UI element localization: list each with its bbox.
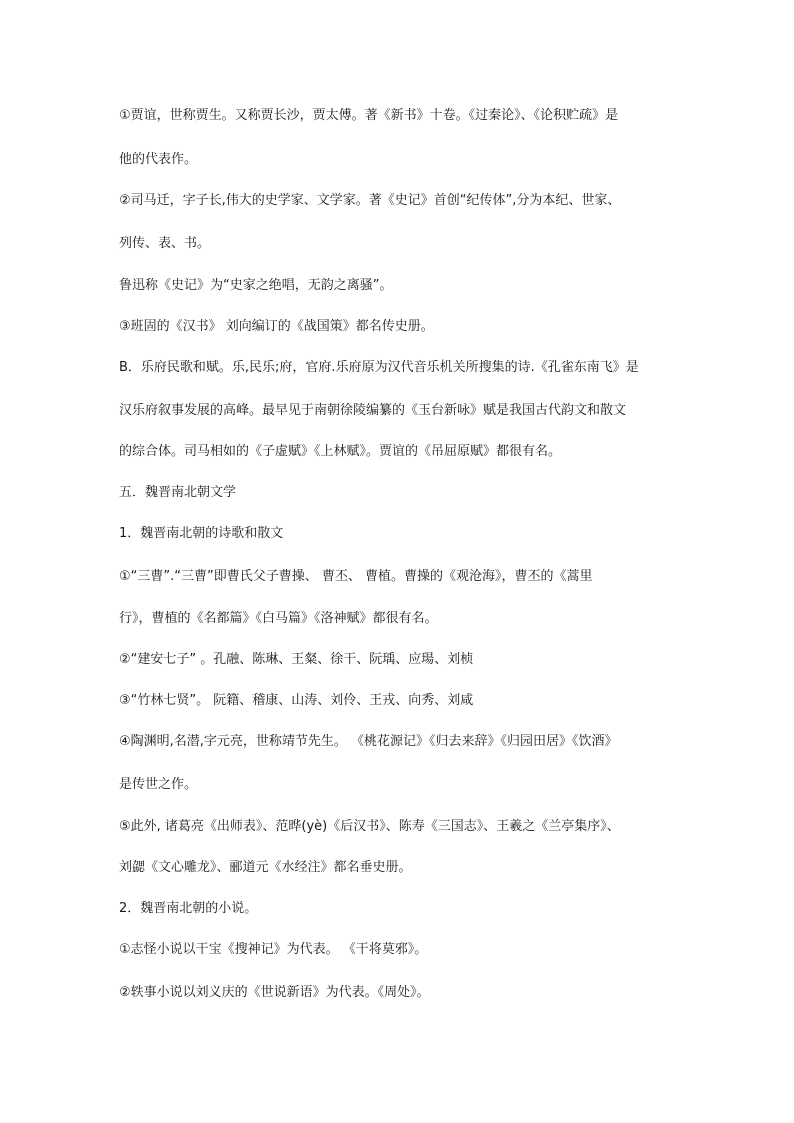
paragraph-zhu-lin: ③“竹林七贤”。 阮籍、稽康、山涛、刘伶、王戎、向秀、刘咸 — [119, 693, 474, 708]
paragraph-yi-shi: ②轶事小说以刘义庆的《世说新语》为代表。《周处》。 — [119, 985, 430, 1000]
paragraph-yuefu-line-2: 汉乐府叙事发展的高峰。最早见于南朝徐陵编纂的《玉台新咏》赋是我国古代韵文和散文 — [119, 403, 627, 418]
subsection-heading-poetry-prose: 1．魏晋南北朝的诗歌和散文 — [119, 526, 284, 541]
paragraph-lu-xun-quote: 鲁迅称《史记》为“史家之绝唱，无韵之离骚”。 — [119, 278, 393, 293]
paragraph-others-line-2: 刘勰《文心雕龙》、郦道元《水经注》都名垂史册。 — [119, 860, 412, 875]
paragraph-zhi-guai: ①志怪小说以干宝《搜神记》为代表。 《干将莫邪》。 — [119, 942, 428, 957]
paragraph-tao-yuanming-line-1: ④陶渊明,名潜,字元亮，世称靖节先生。 《桃花源记》《归去来辞》《归园田居》《饮酒》 — [119, 734, 618, 749]
paragraph-yuefu-line-1: B．乐府民歌和赋。乐,民乐;府，官府.乐府原为汉代音乐机关所搜集的诗.《孔雀东南飞》是 — [119, 360, 639, 375]
paragraph-san-cao-line-1: ①“三曹”.“三曹”即曹氏父子曹操、 曹丕、 曹植。曹操的《观沧海》，曹丕的《蒿里 — [119, 569, 593, 584]
subsection-heading-fiction: 2．魏晋南北朝的小说。 — [119, 901, 258, 916]
paragraph-jia-yi-line-2: 他的代表作。 — [119, 152, 198, 167]
paragraph-san-cao-line-2: 行》，曹植的《名都篇》《白马篇》《洛神赋》都很有名。 — [119, 611, 438, 626]
paragraph-sima-qian-line-2: 列传、表、书。 — [119, 236, 211, 251]
paragraph-jia-yi-line-1: ①贾谊，世称贾生。又称贾长沙，贾太傅。著《新书》十卷。《过秦论》、《论积贮疏》是 — [119, 108, 619, 123]
paragraph-tao-yuanming-line-2: 是传世之作。 — [119, 777, 198, 792]
paragraph-others-line-1: ⑤此外, 诸葛亮《出师表》、范晔(yè)《后汉书》、陈寿《三国志》、王羲之《兰亭集序》、 — [119, 819, 620, 834]
paragraph-jian-an: ②“建安七子” 。孔融、陈琳、王粲、徐干、阮瑀、应瑒、刘桢 — [119, 652, 474, 667]
paragraph-sima-qian-line-1: ②司马迁，字子长,伟大的史学家、文学家。著《史记》首创“纪传体”,分为本纪、世家、 — [119, 193, 621, 208]
paragraph-ban-gu: ③班固的《汉书》 刘向编订的《战国策》都名传史册。 — [119, 319, 434, 334]
paragraph-yuefu-line-3: 的综合体。司马相如的《子虚赋》《上林赋》。贾谊的《吊屈原赋》都很有名。 — [119, 444, 562, 459]
section-heading-wei-jin: 五．魏晋南北朝文学 — [119, 485, 237, 500]
